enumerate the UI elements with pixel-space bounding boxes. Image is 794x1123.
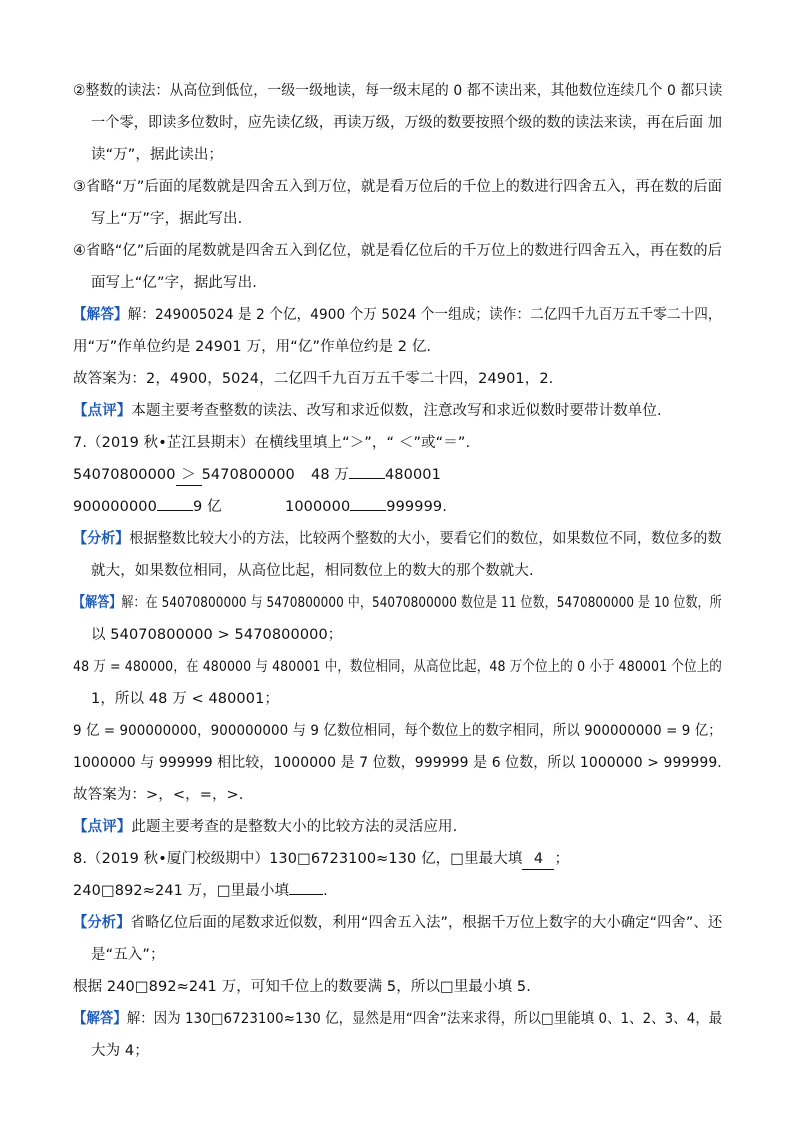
q6-comment-text: 本题主要考查整数的读法、改写和求近似数，注意改写和求近似数时要带计数单位. bbox=[131, 403, 662, 419]
q8-answer-line-1: 【解答】解：因为 130□6723100≈130 亿，显然是用“四舍”法来求得，所以□里能填 0、1、2、3、4，最 bbox=[73, 1011, 723, 1027]
q7-analysis-line-2: 就大，如果数位相同，从高位比起，相同数位上的数大的那个数就大. bbox=[91, 563, 534, 579]
q7-analysis-line-1: 【分析】根据整数比较大小的方法，比较两个整数的大小，要看它们的数位，如果数位不同，数位多的数 bbox=[73, 531, 722, 547]
q6-answer-line-1 bbox=[73, 305, 722, 325]
comment-tag: 【点评】 bbox=[73, 819, 132, 835]
q6-answer-text: 解：249005024 是 2 个亿，4900 个万 5024 个一组成；读作：二亿四千九百万五千零二十四， bbox=[127, 307, 722, 323]
rounding-wan-line-1: ③省略“万”后面的尾数就是四舍五入到万位，就是看万位后的千位上的数进行四舍五入，再在数的后面 bbox=[73, 179, 723, 195]
q8-analysis-line-2: 是“五入”； bbox=[91, 947, 165, 963]
q8-title: 8.（2019 秋•厦门校级期中）130□6723100≈130 亿，□里最大填 4 ； bbox=[73, 849, 569, 870]
comment-tag: 【点评】 bbox=[73, 403, 132, 419]
q8-answer-line-2: 大为 4； bbox=[91, 1043, 149, 1059]
q7-blank-1: ＞ bbox=[176, 465, 202, 486]
q7-answer-line-6: 1000000 与 999999 相比较，1000000 是 7 位数，999999 是 6 位数，所以 1000000 > 999999. bbox=[73, 755, 722, 771]
q7-comment: 【点评】此题主要考查的是整数大小的比较方法的灵活应用. bbox=[73, 819, 458, 835]
reading-rule-line-1: ②整数的读法：从高位到低位，一级一级地读，每一级末尾的 0 都不读出来，其他数位连续几个 0 都只读 bbox=[73, 83, 723, 99]
q7-blank-4 bbox=[350, 510, 386, 511]
analysis-tag: 【分析】 bbox=[73, 915, 131, 931]
rounding-yi-line-1: ④省略“亿”后面的尾数就是四舍五入到亿位，就是看亿位后的千万位上的数进行四舍五入，再在数的后 bbox=[73, 243, 723, 259]
rounding-wan-line-2: 写上“万”字，据此写出. bbox=[91, 211, 243, 227]
reading-rule-line-2: 一个零，即读多位数时，应先读亿级，再读万级，万级的数要按照个级的数的读法来读，再在后面 加 bbox=[91, 115, 723, 131]
q7-problem-4: 1000000 999999. bbox=[285, 499, 447, 515]
q7-answer-line-4: 1，所以 48 万 < 480001； bbox=[91, 691, 280, 707]
q7-problem-1: 54070800000 ＞ 5470800000 bbox=[73, 465, 295, 486]
q8-analysis-line-3: 根据 240□892≈241 万，可知千位上的数要满 5，所以□里最小填 5. bbox=[73, 979, 531, 995]
q8-analysis-line-1: 【分析】省略亿位后面的尾数求近似数，利用“四舍五入法”，根据千万位上数字的大小确定“四舍”、还 bbox=[73, 915, 723, 931]
analysis-tag: 【分析】 bbox=[73, 531, 130, 547]
q7-answer-line-1: 【解答】解：在 54070800000 与 5470800000 中，54070800000 数位是 11 位数，5470800000 是 10 位数，所 bbox=[73, 595, 722, 611]
q7-answer-line-3: 48 万 = 480000，在 480000 与 480001 中，数位相同，从高位比起，48 万个位上的 0 小于 480001 个位上的 bbox=[73, 659, 722, 675]
q6-answer-line-3: 故答案为：2，4900，5024，二亿四千九百万五千零二十四，24901，2. bbox=[73, 371, 554, 387]
rounding-yi-line-2: 面写上“亿”字，据此写出. bbox=[91, 275, 257, 291]
q6-comment bbox=[73, 401, 662, 421]
q8-line-2: 240□892≈241 万，□里最小填 . bbox=[73, 883, 328, 899]
q7-problem-2: 48 万 480001 bbox=[311, 467, 441, 483]
q8-blank-1: 4 bbox=[522, 849, 554, 870]
q7-answer-line-5: 9 亿 = 900000000，900000000 与 9 亿数位相同，每个数位上的数字相同，所以 900000000 = 9 亿； bbox=[73, 723, 722, 739]
q7-blank-2 bbox=[349, 478, 385, 479]
q7-problem-3: 900000000 9 亿 bbox=[73, 499, 222, 515]
q7-answer-line-7: 故答案为：>，<，=，>. bbox=[73, 787, 244, 803]
answer-tag: 【解答】 bbox=[73, 307, 128, 323]
answer-tag: 【解答】 bbox=[73, 595, 122, 611]
q6-answer-line-2: 用“万”作单位约是 24901 万，用“亿”作单位约是 2 亿. bbox=[73, 339, 432, 355]
answer-tag: 【解答】 bbox=[73, 1011, 127, 1027]
q7-answer-line-2: 以 54070800000 > 5470800000； bbox=[91, 627, 343, 643]
q8-blank-2 bbox=[289, 894, 323, 895]
reading-rule-line-3: 读“万”，据此读出； bbox=[91, 147, 224, 163]
q7-title: 7.（2019 秋•芷江县期末）在横线里填上“＞”，“ ＜”或“＝”. bbox=[73, 435, 471, 451]
q7-blank-3 bbox=[157, 510, 193, 511]
